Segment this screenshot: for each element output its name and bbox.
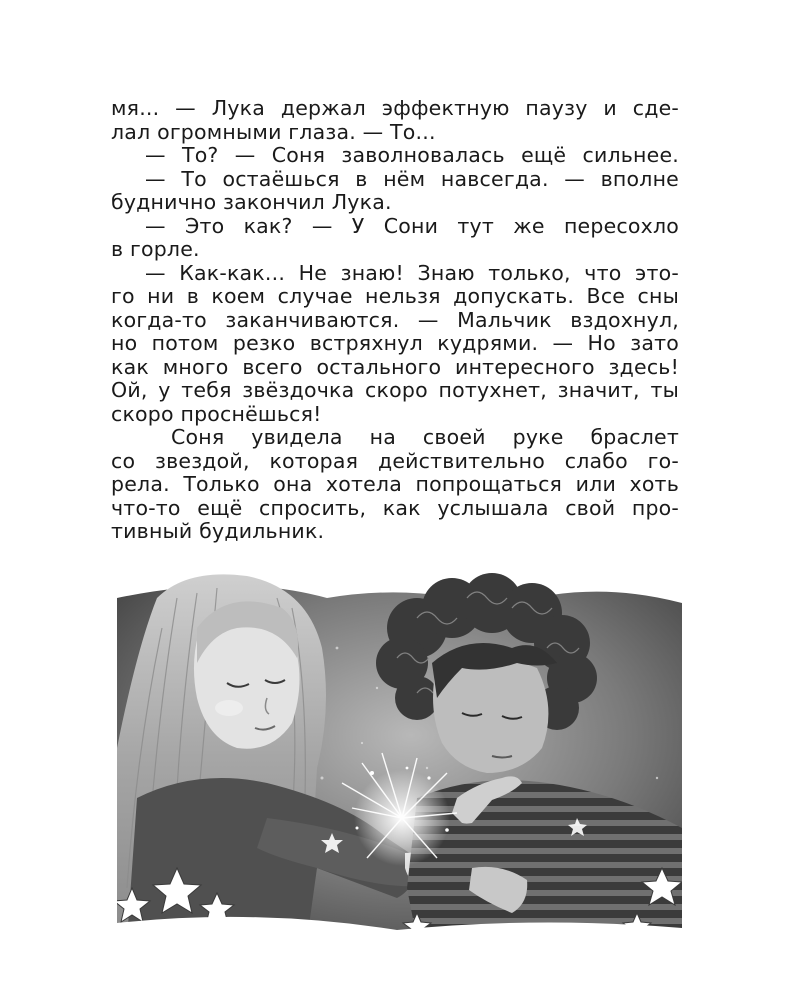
text-line: — То? — Соня заволновалась ещё сильнее. [145,143,679,167]
text-line: со звездой, которая действительно слабо го- [111,448,679,473]
text-line: — Как-как... Не знаю! Знаю только, что это- [145,260,679,285]
text-line: как много всего остального интересного здесь! [111,354,679,379]
text-line: — Это как? — У Сони тут же пересохло [145,213,679,238]
text-line: го ни в коем случае нельзя допускать. Все сны [111,284,679,308]
text-line: — То остаёшься в нём навсегда. — вполне [145,166,679,191]
text-line: буднично закончил Лука. [111,190,392,214]
story-text [111,97,679,544]
text-line: что-то ещё спросить, как услышала свой про- [111,495,679,520]
text-line: тивный будильник. [111,519,325,543]
text-line: рела. Только она хотела попрощаться или хоть [111,472,679,496]
text-line: Соня увидела на своей руке браслет [171,425,679,449]
text-line: мя... — Лука держал эффектную паузу и сде- [111,96,679,120]
text-line: в горле. [111,237,200,261]
illustration [117,568,682,940]
text-line: Ой, у тебя звёздочка скоро потухнет, значит, ты [111,378,679,402]
text-line: лал огромными глаза. — То... [111,119,436,144]
text-line: но потом резко встряхнул кудрями. — Но зато [111,331,679,355]
text-line: когда-то заканчиваются. — Мальчик вздохнул, [111,307,679,332]
text-line: скоро проснёшься! [111,401,322,426]
